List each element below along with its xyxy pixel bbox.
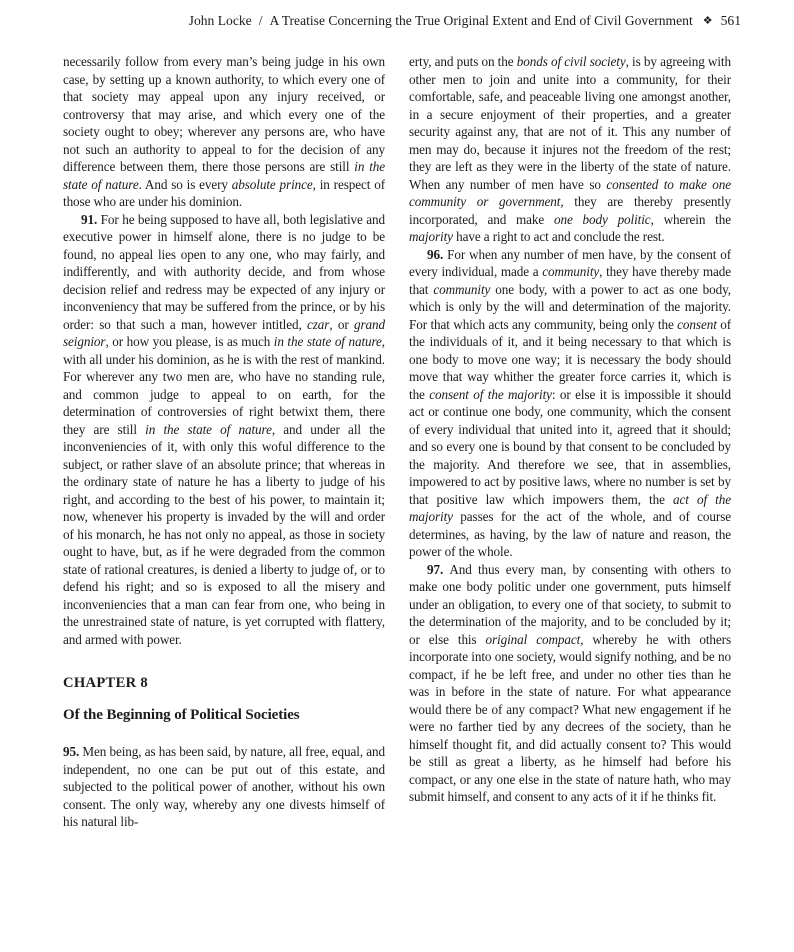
header-author: John Locke: [188, 13, 252, 28]
paragraph: erty, and puts on the bonds of civil society, is by agreeing with other men to join and unite into a community, for their comfortable, safe, and peaceable living one amongst another, in a secure enjoyment of their properties, and a greater security against any, that are not of it. This any number of men may do, because it injures not the freedom of the rest; they are left as they were in the liberty of the state of nature. When any number of men have so consented to make one community or government, they are thereby presently incorporated, and make one body politic, wherein the majority have a right to act and conclude the rest.: [409, 54, 731, 244]
paragraph: 97. And thus every man, by consenting with others to make one body politic under one government, puts himself under an obligation, to every one of that society, to submit to the determination of the majority, and to be concluded by it; or else this original compact, whereby he with others incorporate into one society, would signify nothing, and be no compact, if he be left free, and under no other ties than he was in before in the state of nature. For what appearance would there be of any compact? What new engagement if he were no farther tied by any decrees of the society, than he himself thought fit, and did actually consent to? This would be still as great a liberty, as he himself had before his compact, or any one else in the state of nature hath, who may submit himself, and consent to any acts of it if he thinks fit.: [409, 561, 731, 804]
section-title: Of the Beginning of Political Societies: [63, 706, 300, 723]
text-body: [63, 53, 731, 947]
paragraph: 91. For he being supposed to have all, both legislative and executive power in himself alone, there is no judge to be found, no appeal lies open to any one, who may fairly, and indifferently, and with authority decide, and from whose decision relief and redress may be expected of any injury or inconveniency that may be suffered from the prince, or by his order: so that such a man, however intitled, czar, or grand seignior, or how you please, is as much in the state of nature, with all under his dominion, as he is with the rest of mankind. For wherever any two men are, who have no standing rule, and common judge to appeal to on earth, for the determination of controversies of right betwixt them, there they are still in the state of nature, and under all the inconveniencies of it, with only this woful difference to the subject, or rather slave of an absolute prince; that whereas in the ordinary state of nature he has a liberty to judge of his right, and according to the best of his power, to maintain it; now, whenever his property is invaded by the will and order of his monarch, he has not only no appeal, as those in society ought to have, but, as if he were degraded from the common state of rational creatures, is denied a liberty to judge of, or to defend his right; and so is exposed to all the misery and inconveniencies that a man can fear from one, who being in the unrestrained state of nature, is yet corrupted with flattery, and armed with power.: [63, 211, 385, 647]
header-separator: /: [258, 13, 263, 28]
right-column: [409, 53, 731, 947]
paragraph: 95. Men being, as has been said, by nature, all free, equal, and independent, no one can be put out of this estate, and subjected to the political power of another, without his own consent. The only way, whereby any one divests himself of his natural lib-: [63, 744, 385, 830]
header-title: A Treatise Concerning the True Original Extent and End of Civil Government: [269, 13, 693, 28]
paragraph: 96. For when any number of men have, by the consent of every individual, made a community, they have thereby made that community one body, with a power to act as one body, which is only by the will and determination of the majority. For that which acts any community, being only the consent of the individuals of it, and it being necessary to that which is one body to move one way; it is necessary the body should move that way whither the greater force carries it, which is the consent of the majority: or else it is impossible it should act or continue one body, one community, which the consent of every individual that united into it, agreed that it should; and so every one is bound by that consent to be concluded by the majority. And therefore we see, that in assemblies, impowered to act by positive laws, where no number is set by that positive law which impowers them, the act of the majority passes for the act of the whole, and of course determines, as having, by the law of nature and reason, the power of the whole.: [409, 246, 731, 559]
page-number: 561: [720, 13, 741, 28]
left-column: [63, 53, 385, 947]
running-header: [55, 13, 741, 29]
paragraph: necessarily follow from every man’s being judge in his own case, by setting up a known authority, to which every one of that society may appeal upon any injury received, or controversy that may arise, and which every one of the society ought to obey; wherever any persons are, who have not such an authority to appeal to for the decision of any difference between them, there those persons are still in the state of nature. And so is every absolute prince, in respect of those who are under his dominion.: [63, 54, 385, 209]
chapter-heading: CHAPTER 8: [63, 675, 148, 691]
diamond-ornament-icon: ❖: [702, 15, 713, 27]
